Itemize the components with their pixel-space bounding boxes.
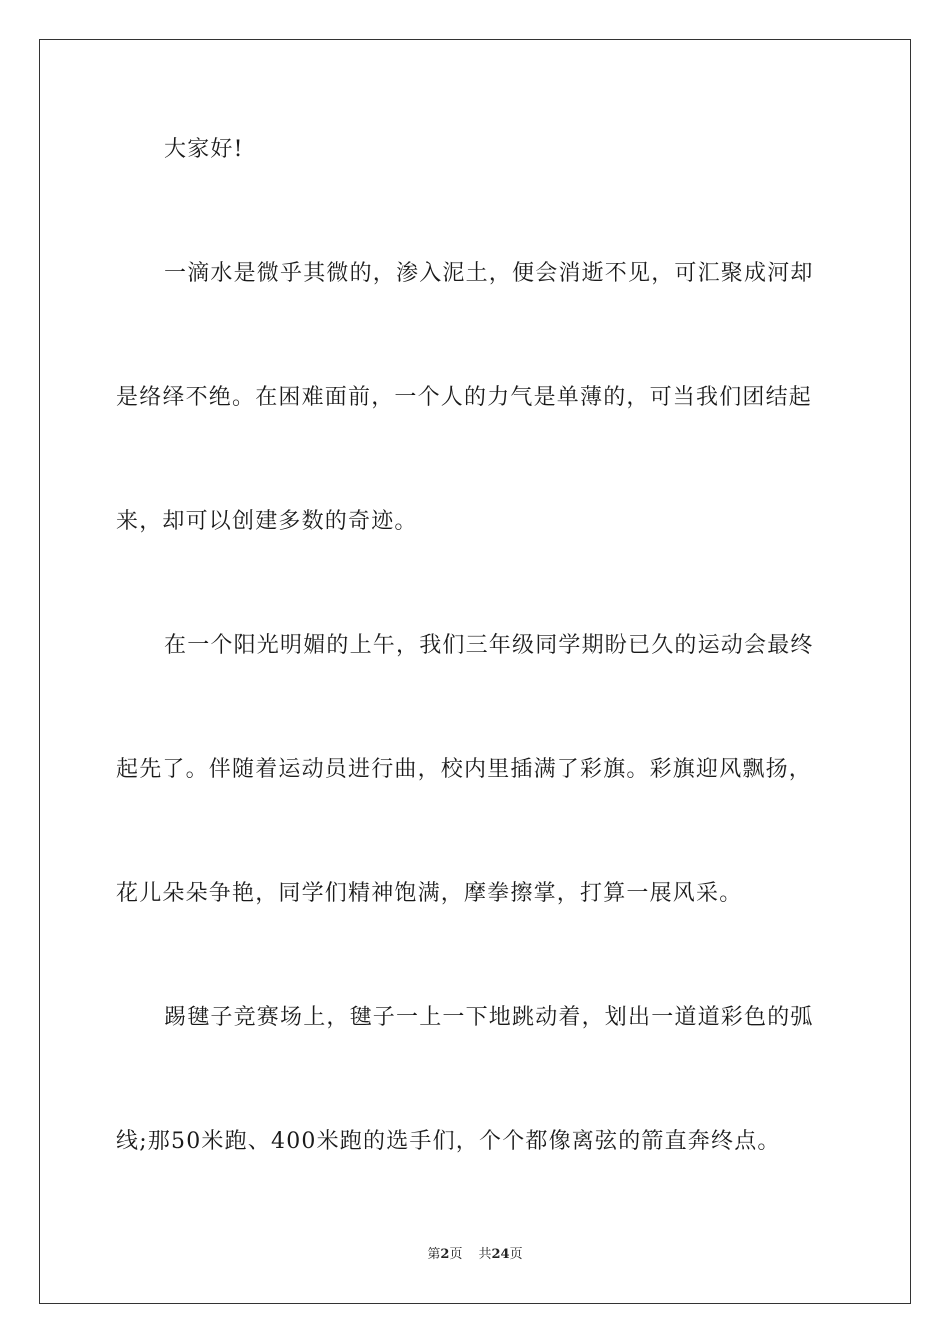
page-border [39,39,911,1304]
page-label-suffix: 页 [449,1247,463,1262]
page-footer [0,1247,950,1263]
paragraph-line: 线;那50米跑、400米跑的选手们，个个都像离弦的箭直奔终点。 [116,1129,781,1154]
page-label-prefix: 第 [427,1247,441,1262]
paragraph-line: 踢毽子竞赛场上，毽子一上一下地跳动着，划出一道道彩色的弧 [164,1005,814,1030]
paragraph-line: 起先了。伴随着运动员进行曲，校内里插满了彩旗。彩旗迎风飘扬， [116,757,813,782]
total-label-prefix: 共 [478,1247,492,1262]
paragraph-line-greeting: 大家好! [164,137,244,162]
paragraph-line: 在一个阳光明媚的上午，我们三年级同学期盼已久的运动会最终 [164,633,814,658]
page-number: 2 [440,1247,450,1262]
total-label-suffix: 页 [509,1247,523,1262]
paragraph-line: 来，却可以创建多数的奇迹。 [116,509,418,534]
paragraph-line: 是络绎不绝。在困难面前，一个人的力气是单薄的，可当我们团结起 [116,385,813,410]
paragraph-line: 一滴水是微乎其微的，渗入泥土，便会消逝不见，可汇聚成河却 [164,261,814,286]
paragraph-line: 花儿朵朵争艳，同学们精神饱满，摩拳擦掌，打算一展风采。 [116,881,743,906]
total-pages: 24 [491,1247,510,1262]
